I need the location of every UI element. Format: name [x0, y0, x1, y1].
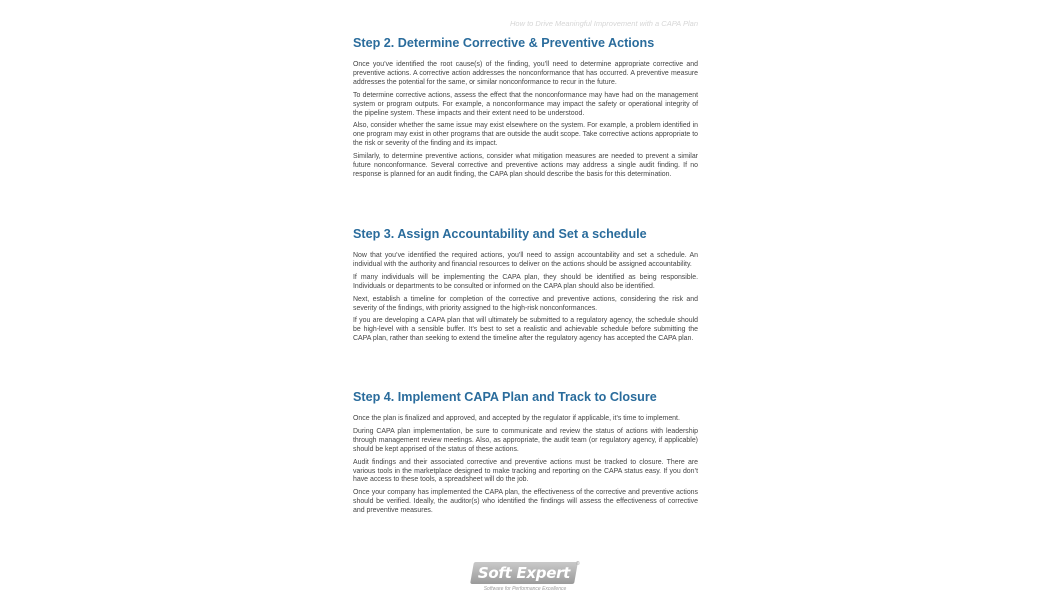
section-heading: Step 4. Implement CAPA Plan and Track to Closure — [353, 390, 657, 404]
paragraph: If you are developing a CAPA plan that will ultimately be submitted to a regulatory agency, the schedule should be high-level with a sensible buffer. It’s best to set a realistic and achievable schedule before submitting the CAPA plan, rather than seeking to extend the timeline after the regulatory agency has accepted the CAPA plan. — [353, 317, 698, 343]
paragraph: Next, establish a timeline for completion of the corrective and preventive actions, considering the risk and severity of the findings, with priority assigned to the high-risk nonconformances. — [353, 295, 698, 312]
paragraph: During CAPA plan implementation, be sure to communicate and review the status of actions with leadership through management review meetings. Also, as appropriate, the audit team (or regulatory agency, if applicable) should be kept apprised of the status of these actions. — [353, 427, 698, 453]
registered-mark: ® — [576, 561, 580, 567]
logo-wordmark: Soft Expert — [477, 564, 571, 582]
section-heading: Step 2. Determine Corrective & Preventive Actions — [353, 36, 655, 50]
logo-tagline: Software for Performance Excellence — [483, 586, 567, 592]
paragraph: Once you’ve identified the root cause(s) of the finding, you’ll need to determine appropriate corrective and preventive actions. A corrective action addresses the nonconformance that has occurred. A preventive measure addresses the potential for the same, or similar nonconformance to recur in the future. — [353, 61, 698, 86]
paragraph: If many individuals will be implementing the CAPA plan, they should be identified as being responsible. Individuals or departments to be consulted or informed on the CAPA plan should also be identified. — [353, 273, 698, 290]
paragraph: Now that you’ve identified the required actions, you’ll need to assign accountability and set a schedule. An individual with the authority and financial resources to deliver on the actions should be assigned accountability. — [353, 252, 698, 268]
paragraph: Also, consider whether the same issue may exist elsewhere on the system. For example, a problem identified in one program may exist in other programs that are outside the audit scope. Take corrective actions appropriate to the risk or severity of the finding and its impact. — [353, 122, 698, 148]
paragraph: Similarly, to determine preventive actions, consider what mitigation measures are needed to prevent a similar future nonconformance. Several corrective and preventive actions may address a single audit finding. If no response is planned for an audit finding, the CAPA plan should describe the basis for this determination. — [353, 153, 698, 178]
paragraph: Once the plan is finalized and approved, and accepted by the regulator if applicable, it’s time to implement. — [353, 415, 680, 422]
section-step-2 — [353, 35, 698, 180]
section-step-4 — [353, 389, 698, 516]
running-header: How to Drive Meaningful Improvement with a CAPA Plan — [510, 19, 698, 28]
softexpert-logo — [468, 561, 583, 597]
section-heading: Step 3. Assign Accountability and Set a schedule — [353, 227, 647, 241]
section-step-3 — [353, 226, 698, 344]
paragraph: Once your company has implemented the CAPA plan, the effectiveness of the corrective and preventive actions should be verified. Ideally, the auditor(s) who identified the findings will assess the effectiveness of corrective and preventive measures. — [353, 489, 698, 515]
paragraph: To determine corrective actions, assess the effect that the nonconformance may have had on the management system or program outputs. For example, a nonconformance may impact the safety or operational integrity of the pipeline system. These impacts and their extent need to be understood. — [353, 91, 698, 117]
paragraph: Audit findings and their associated corrective and preventive actions must be tracked to closure. There are various tools in the marketplace designed to make tracking and reporting on the CAPA status easy. If you don’t have access to these tools, a spreadsheet will do the job. — [353, 458, 698, 484]
